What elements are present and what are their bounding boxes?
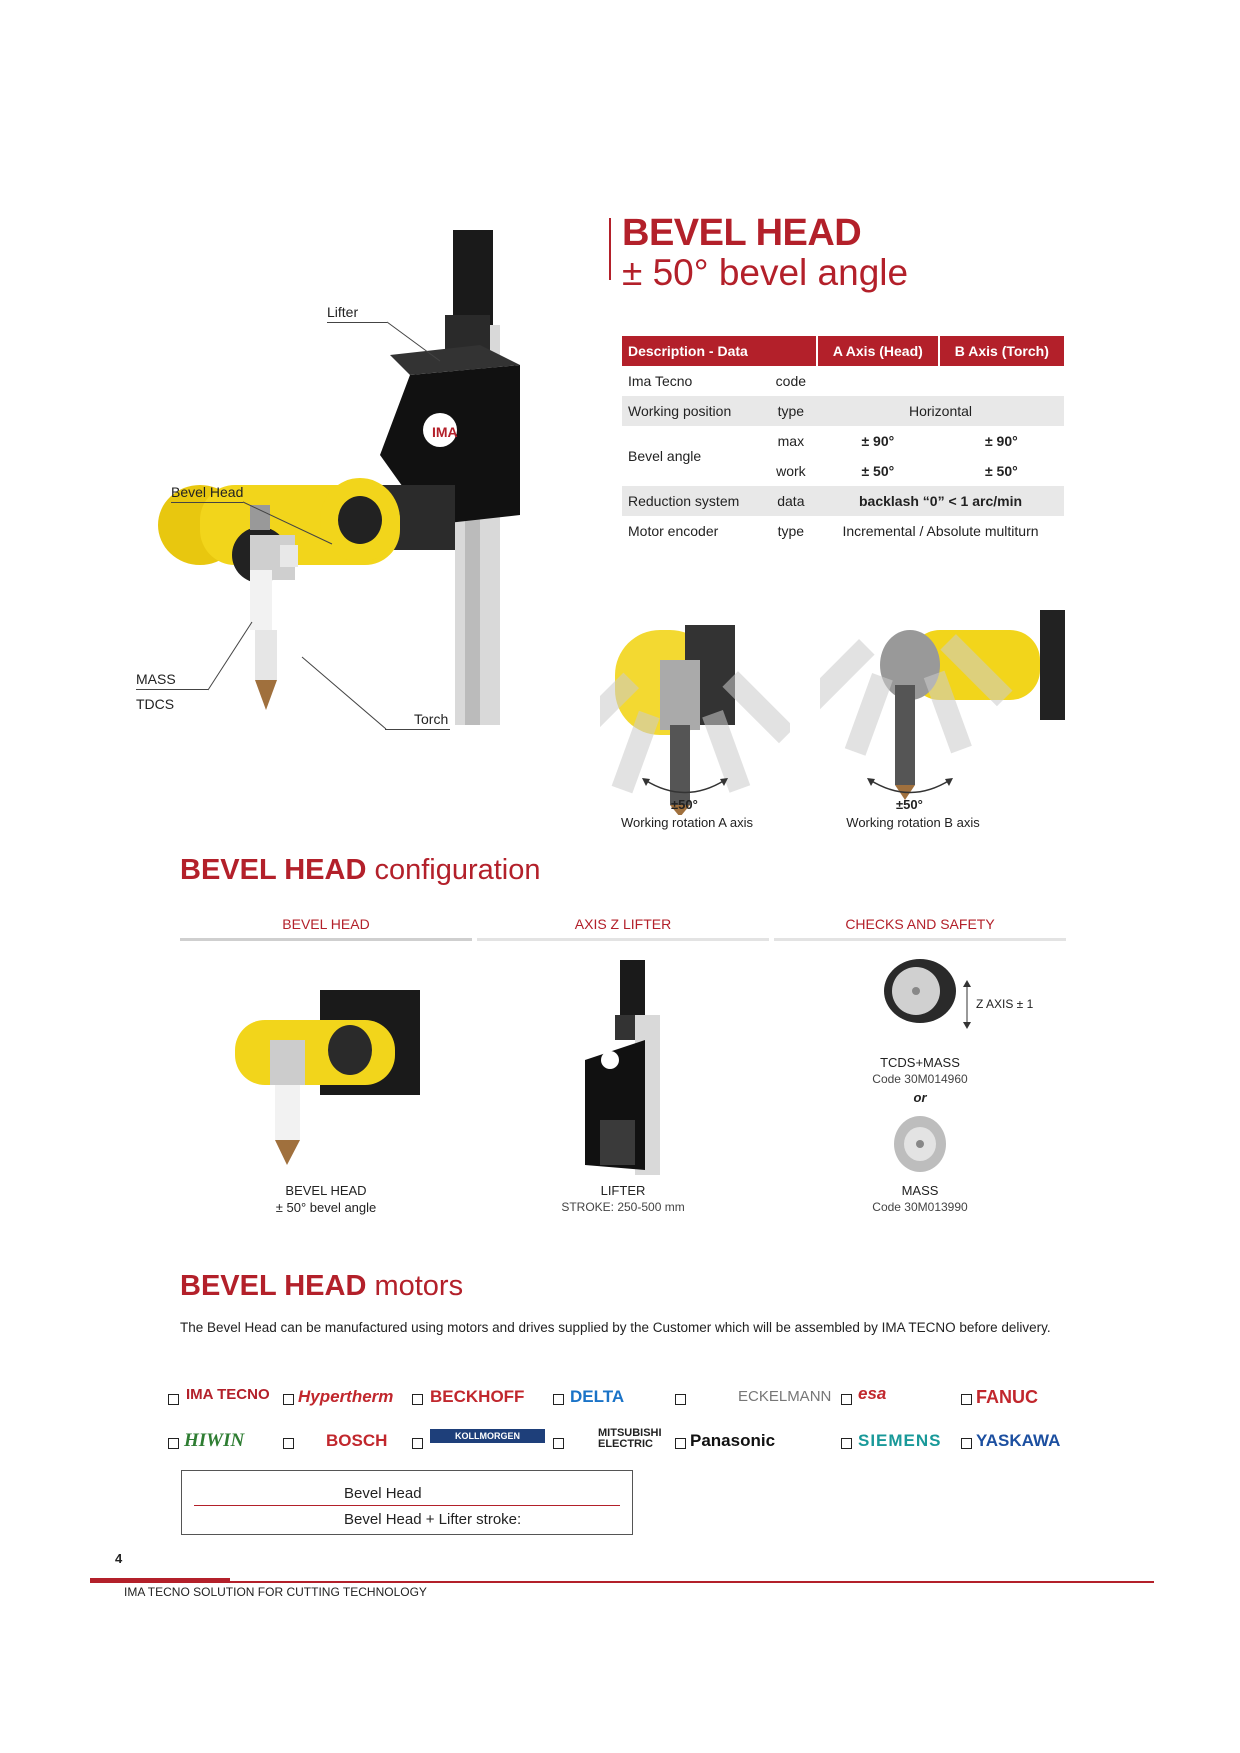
logo-delta: DELTA: [570, 1387, 625, 1406]
checkbox-delta[interactable]: [553, 1394, 564, 1405]
logo-hypertherm: Hypertherm: [298, 1387, 394, 1406]
bevel-head-label: Bevel Head: [171, 484, 244, 500]
checkbox-hypertherm[interactable]: [283, 1394, 294, 1405]
spec-value-a: ± 50°: [861, 463, 895, 479]
lifter-leader-diag: [385, 321, 445, 371]
spec-value-b: ± 50°: [984, 463, 1018, 479]
order-option-bevel-head: Bevel Head: [344, 1485, 422, 1502]
spec-desc: Working position: [622, 396, 765, 426]
mass-leader: [136, 689, 208, 690]
mass-caption: MASS Code 30M013990: [872, 1183, 968, 1214]
lifter-leader: [327, 322, 387, 323]
config-tab-underline: [180, 938, 472, 941]
tcds-mass-image: [880, 955, 960, 1025]
order-option-bevel-head-lifter: Bevel Head + Lifter stroke:: [344, 1511, 522, 1528]
spec-row: [622, 516, 1064, 546]
spec-header-desc: Description - Data: [622, 336, 817, 366]
checkbox-fanuc[interactable]: [961, 1394, 972, 1405]
config-bevel-caption: BEVEL HEAD ± 50° bevel angle: [275, 1183, 377, 1215]
rotation-b-angle: ±50°: [896, 797, 923, 812]
checkbox-hiwin[interactable]: [168, 1438, 179, 1449]
motor-logos-row-2: [168, 1426, 1068, 1460]
spec-unit: code: [775, 373, 807, 389]
spec-row: [622, 396, 1064, 426]
order-box: [181, 1470, 633, 1535]
lifter-motor: [453, 230, 493, 325]
bevel-head-leader: [171, 502, 243, 503]
spec-header-a: A Axis (Head): [817, 336, 939, 366]
or-label: or: [913, 1090, 927, 1105]
logo-ima-tecno: IMA TECNO: [186, 1386, 270, 1403]
spec-table: [622, 336, 1064, 546]
logo-mitsubishi: MITSUBISHI ELECTRIC: [598, 1427, 662, 1450]
lifter-label: Lifter: [327, 304, 359, 320]
config-bevel-head-image: [225, 985, 435, 1170]
housing-logo: IMA: [432, 424, 458, 440]
logo-fanuc: FANUC: [976, 1387, 1038, 1407]
checkbox-kollmorgen[interactable]: [412, 1438, 423, 1449]
torch-leader-diag: [300, 655, 388, 731]
rotation-b-caption: Working rotation B axis: [846, 815, 980, 830]
spec-row: [622, 486, 1064, 516]
spec-row: [622, 426, 1064, 456]
motor-logos-row-1: [168, 1382, 1068, 1416]
order-box-divider: [194, 1505, 620, 1506]
logo-yaskawa: YASKAWA: [976, 1431, 1061, 1450]
spec-desc: Motor encoder: [628, 523, 719, 539]
checkbox-eckelmann[interactable]: [675, 1394, 686, 1405]
mass-leader-diag: [207, 620, 257, 692]
spec-unit: max: [777, 433, 805, 449]
tdcs-label: TDCS: [136, 696, 175, 712]
checkbox-esa[interactable]: [841, 1394, 852, 1405]
config-tab-checks-safety: CHECKS AND SAFETY: [845, 916, 995, 932]
rotation-a-angle: ±50°: [671, 797, 698, 812]
rotation-a-caption: Working rotation A axis: [621, 815, 753, 830]
spec-desc: Reduction system: [622, 486, 765, 516]
mass-image: [880, 1112, 960, 1177]
logo-hiwin: HIWIN: [184, 1430, 245, 1451]
spec-value-a: ± 90°: [861, 433, 895, 449]
config-tab-underline: [774, 938, 1066, 941]
config-tab-axis-z-lifter: AXIS Z LIFTER: [574, 916, 672, 932]
checkbox-mitsubishi[interactable]: [553, 1438, 564, 1449]
motors-text: The Bevel Head can be manufactured using motors and drives supplied by the Customer which will be assembled by IMA TECNO before delivery.: [180, 1320, 1051, 1335]
tcds-mass-caption: TCDS+MASS Code 30M014960: [872, 1055, 968, 1086]
z-axis-arrow: [960, 980, 974, 1030]
spec-desc: Ima Tecno: [628, 373, 693, 389]
config-tab-bevel-head: BEVEL HEAD: [282, 916, 370, 932]
config-tab-underline: [477, 938, 769, 941]
checkbox-ima-tecno[interactable]: [168, 1394, 179, 1405]
z-axis-label: Z AXIS ± 1: [976, 997, 1034, 1011]
logo-eckelmann: ECKELMANN: [738, 1388, 832, 1405]
spec-row: [622, 366, 1064, 396]
spec-unit: work: [776, 463, 806, 479]
spec-header-b: B Axis (Torch): [939, 336, 1064, 366]
page-title: BEVEL HEAD: [622, 212, 862, 254]
spec-unit: type: [765, 396, 817, 426]
checkbox-yaskawa[interactable]: [961, 1438, 972, 1449]
logo-bosch: BOSCH: [326, 1431, 388, 1450]
logo-panasonic: Panasonic: [690, 1431, 776, 1450]
checkbox-siemens[interactable]: [841, 1438, 852, 1449]
page-subtitle: ± 50° bevel angle: [622, 252, 909, 293]
spec-unit: data: [765, 486, 817, 516]
logo-siemens: SIEMENS: [858, 1431, 942, 1450]
bevel-head-leader-diag: [242, 501, 337, 551]
torch-label: Torch: [414, 711, 449, 727]
motors-heading: BEVEL HEAD motors: [180, 1270, 464, 1302]
config-lifter-caption: LIFTER STROKE: 250-500 mm: [561, 1183, 685, 1214]
logo-beckhoff: BECKHOFF: [430, 1387, 525, 1406]
page-number: 4: [115, 1551, 123, 1566]
spec-value: backlash “0” < 1 arc/min: [817, 486, 1064, 516]
spec-value: Horizontal: [817, 396, 1064, 426]
footer-rule: [90, 1581, 1154, 1583]
logo-esa: esa: [858, 1384, 887, 1403]
logo-kollmorgen: KOLLMORGEN: [430, 1429, 545, 1443]
title-accent-bar: [609, 218, 611, 280]
config-heading: BEVEL HEAD configuration: [180, 854, 541, 886]
mass-label: MASS: [136, 671, 176, 687]
footer-text: IMA TECNO SOLUTION FOR CUTTING TECHNOLOGY: [124, 1585, 427, 1599]
spec-value: Incremental / Absolute multiturn: [842, 523, 1039, 539]
spec-value-b: ± 90°: [984, 433, 1018, 449]
spec-unit: type: [777, 523, 805, 539]
checkbox-beckhoff[interactable]: [412, 1394, 423, 1405]
torch-leader: [385, 729, 450, 730]
spec-desc: Bevel angle: [628, 448, 702, 464]
checkbox-bosch[interactable]: [283, 1438, 294, 1449]
checkbox-panasonic[interactable]: [675, 1438, 686, 1449]
config-lifter-image: [580, 955, 670, 1180]
